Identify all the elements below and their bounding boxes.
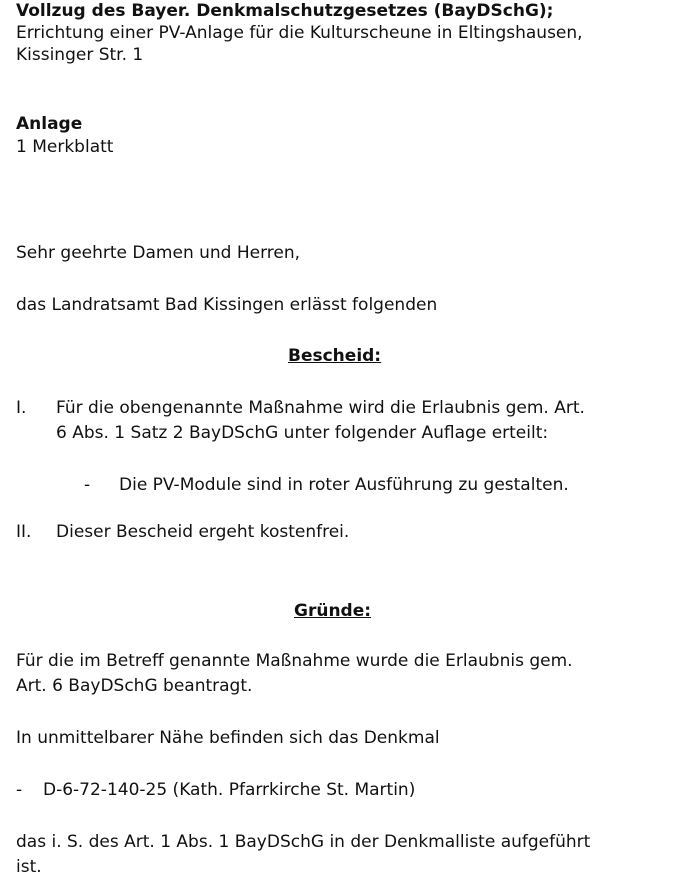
- reasons-paragraph-3-cont: ist.: [16, 857, 42, 877]
- decision-item-line: Für die obengenannte Maßnahme wird die Erlaubnis gem. Art.: [56, 398, 585, 418]
- salutation: Sehr geehrte Damen und Herren,: [16, 243, 301, 263]
- subject-line-1: Errichtung einer PV-Anlage für die Kulturscheune in Eltingshausen,: [16, 23, 583, 43]
- subject-title: Vollzug des Bayer. Denkmalschutzgesetzes (BayDSchG);: [16, 1, 554, 21]
- decision-item-line: Dieser Bescheid ergeht kostenfrei.: [56, 522, 350, 542]
- reasons-heading: Gründe:: [294, 601, 372, 621]
- monument-dash: -: [16, 780, 23, 800]
- attachment-heading: Anlage: [16, 114, 83, 134]
- attachment-item: 1 Merkblatt: [16, 137, 114, 157]
- intro-text: das Landratsamt Bad Kissingen erlässt folgenden: [16, 295, 438, 315]
- reasons-paragraph-1: Für die im Betreff genannte Maßnahme wurde die Erlaubnis gem.: [16, 651, 573, 671]
- decision-item-number: II.: [16, 522, 32, 542]
- reasons-paragraph-2: In unmittelbarer Nähe befinden sich das Denkmal: [16, 728, 440, 748]
- decision-heading: Bescheid:: [288, 346, 382, 366]
- reasons-paragraph-3: das i. S. des Art. 1 Abs. 1 BayDSchG in der Denkmalliste aufgeführt: [16, 832, 591, 852]
- condition-dash: -: [84, 475, 91, 495]
- decision-item-line: 6 Abs. 1 Satz 2 BayDSchG unter folgender Auflage erteilt:: [56, 423, 549, 443]
- condition-text: Die PV-Module sind in roter Ausführung zu gestalten.: [119, 475, 569, 495]
- monument-entry: D-6-72-140-25 (Kath. Pfarrkirche St. Martin): [43, 780, 416, 800]
- decision-item-number: I.: [16, 398, 27, 418]
- reasons-paragraph-1-cont: Art. 6 BayDSchG beantragt.: [16, 676, 253, 696]
- subject-line-2: Kissinger Str. 1: [16, 45, 144, 65]
